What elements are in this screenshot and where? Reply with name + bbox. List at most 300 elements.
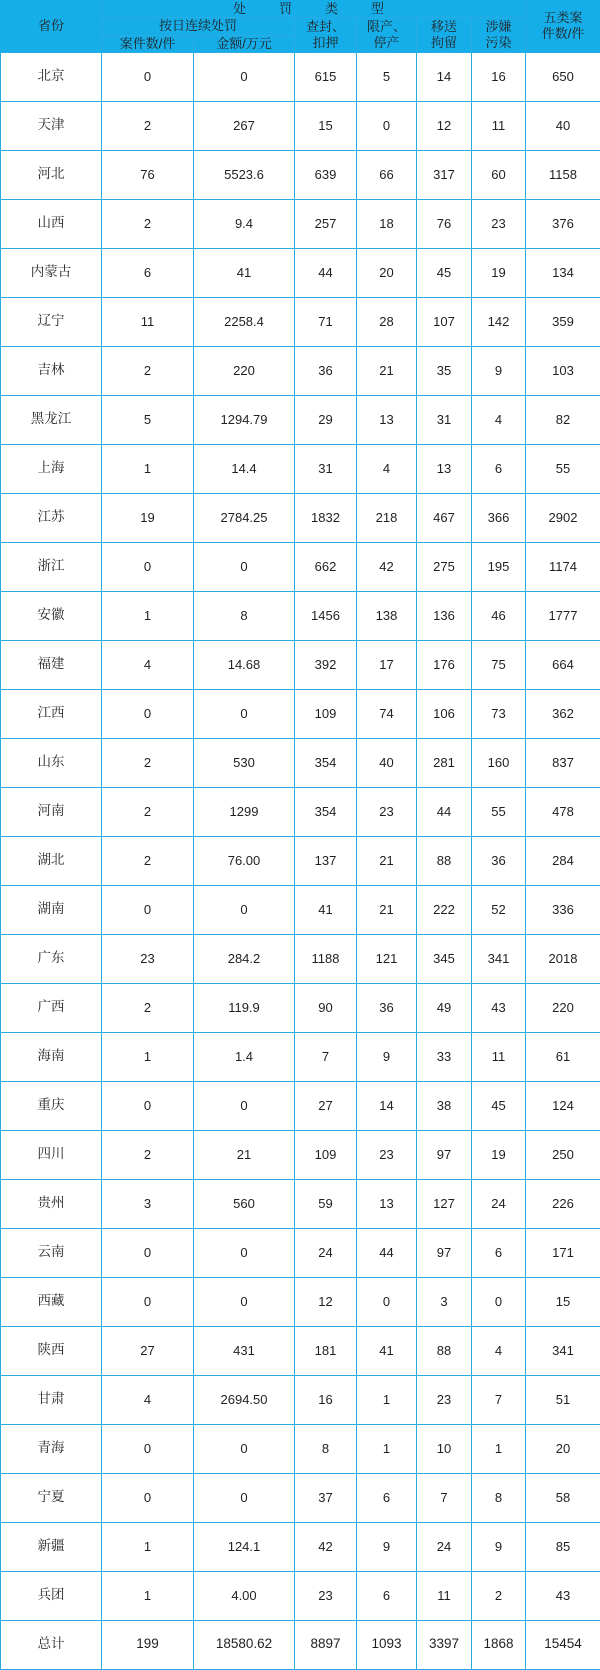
cell-total: 2018 [526,934,600,983]
cell-pollution: 142 [472,297,526,346]
cell-restrict: 17 [357,640,417,689]
cell-pollution: 160 [472,738,526,787]
cell-pollution: 46 [472,591,526,640]
cell-transfer: 14 [417,52,472,101]
cell-case-count: 19 [102,493,194,542]
cell-seize: 257 [295,199,357,248]
cell-province: 广西 [1,983,102,1032]
cell-total: 2902 [526,493,600,542]
cell-total: 362 [526,689,600,738]
cell-pollution: 52 [472,885,526,934]
cell-seize: 59 [295,1179,357,1228]
cell-restrict: 9 [357,1522,417,1571]
header-daily-continuous: 按日连续处罚 [102,18,295,35]
table-row [1,542,600,591]
cell-amount: 284.2 [194,934,295,983]
cell-total: 124 [526,1081,600,1130]
cell-pollution: 75 [472,640,526,689]
table-row [1,1081,600,1130]
header-province: 省份 [1,1,102,53]
cell-transfer: 222 [417,885,472,934]
cell-restrict: 36 [357,983,417,1032]
table-row [1,52,600,101]
cell-amount: 0 [194,1277,295,1326]
cell-amount: 124.1 [194,1522,295,1571]
cell-transfer: 44 [417,787,472,836]
table-row [1,1473,600,1522]
cell-restrict: 138 [357,591,417,640]
cell-restrict: 4 [357,444,417,493]
cell-case-count: 23 [102,934,194,983]
cell-seize: 31 [295,444,357,493]
table-row [1,101,600,150]
cell-transfer: 88 [417,836,472,885]
cell-restrict: 42 [357,542,417,591]
header-pollution-line1: 涉嫌 [472,19,525,35]
cell-amount: 0 [194,52,295,101]
cell-seize: 8897 [295,1620,357,1669]
cell-transfer: 106 [417,689,472,738]
cell-total: 58 [526,1473,600,1522]
header-seize-line2: 扣押 [295,35,356,51]
header-seize [295,18,357,53]
cell-total: 336 [526,885,600,934]
cell-amount: 0 [194,1424,295,1473]
cell-transfer: 176 [417,640,472,689]
header-restrict [357,18,417,53]
cell-pollution: 16 [472,52,526,101]
cell-case-count: 2 [102,983,194,1032]
cell-case-count: 0 [102,1228,194,1277]
table-row [1,836,600,885]
cell-total: 226 [526,1179,600,1228]
cell-seize: 36 [295,346,357,395]
cell-restrict: 23 [357,1130,417,1179]
cell-amount: 76.00 [194,836,295,885]
table-row [1,983,600,1032]
cell-total: 359 [526,297,600,346]
cell-pollution: 4 [472,1326,526,1375]
cell-case-count: 199 [102,1620,194,1669]
cell-case-count: 0 [102,885,194,934]
cell-transfer: 7 [417,1473,472,1522]
cell-seize: 16 [295,1375,357,1424]
cell-pollution: 11 [472,101,526,150]
cell-restrict: 14 [357,1081,417,1130]
cell-seize: 1456 [295,591,357,640]
cell-amount: 220 [194,346,295,395]
table-row [1,395,600,444]
cell-amount: 267 [194,101,295,150]
cell-restrict: 40 [357,738,417,787]
cell-total: 664 [526,640,600,689]
cell-province: 湖南 [1,885,102,934]
cell-total: 478 [526,787,600,836]
cell-transfer: 345 [417,934,472,983]
cell-total: 250 [526,1130,600,1179]
cell-province: 辽宁 [1,297,102,346]
cell-amount: 530 [194,738,295,787]
cell-seize: 90 [295,983,357,1032]
header-transfer-line1: 移送 [417,19,471,35]
cell-pollution: 0 [472,1277,526,1326]
cell-amount: 5523.6 [194,150,295,199]
cell-case-count: 0 [102,1081,194,1130]
cell-case-count: 0 [102,1277,194,1326]
cell-seize: 354 [295,738,357,787]
cell-amount: 0 [194,542,295,591]
cell-total: 15454 [526,1620,600,1669]
cell-province: 四川 [1,1130,102,1179]
cell-amount: 2784.25 [194,493,295,542]
cell-province: 西藏 [1,1277,102,1326]
cell-pollution: 55 [472,787,526,836]
cell-seize: 71 [295,297,357,346]
cell-case-count: 0 [102,52,194,101]
cell-case-count: 2 [102,787,194,836]
cell-transfer: 10 [417,1424,472,1473]
cell-province: 北京 [1,52,102,101]
header-restrict-line1: 限产、 [357,19,416,35]
cell-transfer: 23 [417,1375,472,1424]
cell-case-count: 4 [102,640,194,689]
cell-pollution: 195 [472,542,526,591]
cell-seize: 392 [295,640,357,689]
cell-province: 新疆 [1,1522,102,1571]
header-punish-type: 处 罚 类 型 [102,1,526,18]
cell-seize: 23 [295,1571,357,1620]
cell-pollution: 24 [472,1179,526,1228]
cell-seize: 12 [295,1277,357,1326]
cell-seize: 42 [295,1522,357,1571]
cell-province: 兵团 [1,1571,102,1620]
cell-amount: 0 [194,1473,295,1522]
cell-amount: 41 [194,248,295,297]
cell-amount: 0 [194,1228,295,1277]
cell-seize: 37 [295,1473,357,1522]
cell-province: 云南 [1,1228,102,1277]
cell-pollution: 341 [472,934,526,983]
cell-province: 江苏 [1,493,102,542]
cell-case-count: 1 [102,444,194,493]
cell-pollution: 1 [472,1424,526,1473]
cell-province: 总计 [1,1620,102,1669]
cell-restrict: 6 [357,1473,417,1522]
table-row [1,493,600,542]
cell-seize: 1188 [295,934,357,983]
cell-total: 171 [526,1228,600,1277]
cell-restrict: 20 [357,248,417,297]
header-pollution [472,18,526,53]
cell-total: 341 [526,1326,600,1375]
table-row [1,199,600,248]
cell-transfer: 38 [417,1081,472,1130]
cell-total: 650 [526,52,600,101]
cell-transfer: 467 [417,493,472,542]
cell-province: 福建 [1,640,102,689]
cell-pollution: 1868 [472,1620,526,1669]
cell-total: 1777 [526,591,600,640]
table-row [1,1277,600,1326]
table-row [1,444,600,493]
cell-restrict: 74 [357,689,417,738]
cell-restrict: 0 [357,1277,417,1326]
cell-province: 吉林 [1,346,102,395]
cell-pollution: 4 [472,395,526,444]
cell-province: 山西 [1,199,102,248]
table-row [1,1032,600,1081]
cell-amount: 14.4 [194,444,295,493]
cell-seize: 41 [295,885,357,934]
cell-restrict: 44 [357,1228,417,1277]
cell-restrict: 41 [357,1326,417,1375]
table-header [1,1,600,53]
cell-total: 103 [526,346,600,395]
cell-pollution: 8 [472,1473,526,1522]
cell-case-count: 4 [102,1375,194,1424]
cell-province: 重庆 [1,1081,102,1130]
cell-total: 134 [526,248,600,297]
cell-restrict: 21 [357,885,417,934]
cell-case-count: 0 [102,689,194,738]
header-five-category-total-line2: 件数/件 [526,26,600,42]
cell-amount: 8 [194,591,295,640]
cell-total: 1158 [526,150,600,199]
cell-amount: 1294.79 [194,395,295,444]
cell-pollution: 19 [472,248,526,297]
cell-transfer: 281 [417,738,472,787]
cell-amount: 0 [194,1081,295,1130]
cell-restrict: 1093 [357,1620,417,1669]
cell-total: 376 [526,199,600,248]
cell-transfer: 13 [417,444,472,493]
cell-total: 220 [526,983,600,1032]
header-transfer [417,18,472,53]
cell-case-count: 1 [102,1032,194,1081]
cell-transfer: 31 [417,395,472,444]
cell-pollution: 45 [472,1081,526,1130]
table-row [1,1179,600,1228]
table-row [1,640,600,689]
table-row [1,1228,600,1277]
header-pollution-line2: 污染 [472,35,525,51]
table-body [1,52,600,1669]
cell-province: 安徽 [1,591,102,640]
table-row [1,346,600,395]
cell-amount: 1299 [194,787,295,836]
cell-transfer: 76 [417,199,472,248]
cell-pollution: 9 [472,346,526,395]
header-transfer-line2: 拘留 [417,35,471,51]
cell-transfer: 45 [417,248,472,297]
cell-province: 浙江 [1,542,102,591]
header-seize-line1: 查封、 [295,19,356,35]
cell-transfer: 275 [417,542,472,591]
cell-province: 河南 [1,787,102,836]
table-row [1,1326,600,1375]
cell-total: 51 [526,1375,600,1424]
cell-transfer: 107 [417,297,472,346]
cell-amount: 560 [194,1179,295,1228]
cell-restrict: 1 [357,1375,417,1424]
cell-province: 贵州 [1,1179,102,1228]
cell-total: 837 [526,738,600,787]
cell-case-count: 0 [102,1473,194,1522]
cell-province: 广东 [1,934,102,983]
cell-restrict: 218 [357,493,417,542]
cell-pollution: 36 [472,836,526,885]
cell-seize: 15 [295,101,357,150]
cell-pollution: 6 [472,444,526,493]
cell-restrict: 28 [357,297,417,346]
table-row [1,787,600,836]
header-amount: 金额/万元 [194,35,295,52]
cell-seize: 1832 [295,493,357,542]
cell-seize: 109 [295,1130,357,1179]
cell-case-count: 76 [102,150,194,199]
cell-case-count: 2 [102,836,194,885]
cell-case-count: 2 [102,346,194,395]
header-row-1 [1,1,600,18]
table-row [1,1571,600,1620]
cell-restrict: 5 [357,52,417,101]
cell-case-count: 6 [102,248,194,297]
cell-total: 15 [526,1277,600,1326]
cell-restrict: 121 [357,934,417,983]
cell-restrict: 21 [357,346,417,395]
cell-total: 1174 [526,542,600,591]
cell-seize: 27 [295,1081,357,1130]
cell-restrict: 0 [357,101,417,150]
cell-province: 天津 [1,101,102,150]
table-row [1,297,600,346]
cell-transfer: 3 [417,1277,472,1326]
cell-transfer: 3397 [417,1620,472,1669]
cell-transfer: 127 [417,1179,472,1228]
cell-case-count: 1 [102,1571,194,1620]
cell-case-count: 5 [102,395,194,444]
table-row [1,591,600,640]
cell-pollution: 6 [472,1228,526,1277]
cell-case-count: 0 [102,542,194,591]
cell-transfer: 11 [417,1571,472,1620]
table-row [1,738,600,787]
table-row [1,1375,600,1424]
cell-pollution: 11 [472,1032,526,1081]
table-row [1,150,600,199]
cell-case-count: 2 [102,199,194,248]
cell-case-count: 1 [102,591,194,640]
cell-restrict: 6 [357,1571,417,1620]
cell-amount: 2258.4 [194,297,295,346]
cell-total: 284 [526,836,600,885]
cell-case-count: 27 [102,1326,194,1375]
cell-pollution: 2 [472,1571,526,1620]
cell-province: 江西 [1,689,102,738]
cell-transfer: 88 [417,1326,472,1375]
cell-pollution: 60 [472,150,526,199]
cell-transfer: 35 [417,346,472,395]
cell-province: 甘肃 [1,1375,102,1424]
cell-case-count: 11 [102,297,194,346]
cell-seize: 7 [295,1032,357,1081]
cell-province: 青海 [1,1424,102,1473]
cell-seize: 662 [295,542,357,591]
cell-total: 61 [526,1032,600,1081]
table-row [1,248,600,297]
cell-total: 55 [526,444,600,493]
cell-restrict: 1 [357,1424,417,1473]
table-row [1,1620,600,1669]
cell-case-count: 2 [102,101,194,150]
cell-transfer: 136 [417,591,472,640]
table-row [1,689,600,738]
cell-province: 宁夏 [1,1473,102,1522]
cell-seize: 44 [295,248,357,297]
cell-total: 43 [526,1571,600,1620]
cell-case-count: 2 [102,738,194,787]
cell-restrict: 13 [357,395,417,444]
cell-restrict: 21 [357,836,417,885]
cell-pollution: 19 [472,1130,526,1179]
cell-amount: 18580.62 [194,1620,295,1669]
cell-seize: 8 [295,1424,357,1473]
cell-case-count: 2 [102,1130,194,1179]
cell-seize: 24 [295,1228,357,1277]
table-row [1,1424,600,1473]
cell-case-count: 3 [102,1179,194,1228]
cell-pollution: 23 [472,199,526,248]
cell-pollution: 43 [472,983,526,1032]
table-row [1,1522,600,1571]
cell-restrict: 13 [357,1179,417,1228]
cell-pollution: 73 [472,689,526,738]
cell-amount: 2694.50 [194,1375,295,1424]
cell-transfer: 33 [417,1032,472,1081]
header-restrict-line2: 停产 [357,35,416,51]
cell-amount: 14.68 [194,640,295,689]
cell-seize: 639 [295,150,357,199]
header-case-count: 案件数/件 [102,35,194,52]
cell-province: 山东 [1,738,102,787]
cell-transfer: 97 [417,1228,472,1277]
cell-amount: 0 [194,885,295,934]
cell-amount: 0 [194,689,295,738]
cell-total: 20 [526,1424,600,1473]
cell-pollution: 9 [472,1522,526,1571]
cell-province: 陕西 [1,1326,102,1375]
cell-pollution: 7 [472,1375,526,1424]
header-five-category-total-line1: 五类案 [526,10,600,26]
cell-province: 上海 [1,444,102,493]
cell-total: 82 [526,395,600,444]
cell-province: 黑龙江 [1,395,102,444]
cell-province: 海南 [1,1032,102,1081]
cell-transfer: 97 [417,1130,472,1179]
cell-pollution: 366 [472,493,526,542]
cell-amount: 119.9 [194,983,295,1032]
table-row [1,885,600,934]
cell-restrict: 9 [357,1032,417,1081]
cell-province: 湖北 [1,836,102,885]
cell-transfer: 24 [417,1522,472,1571]
cell-case-count: 0 [102,1424,194,1473]
cell-seize: 109 [295,689,357,738]
cell-amount: 21 [194,1130,295,1179]
cell-case-count: 1 [102,1522,194,1571]
table-row [1,1130,600,1179]
cell-seize: 354 [295,787,357,836]
